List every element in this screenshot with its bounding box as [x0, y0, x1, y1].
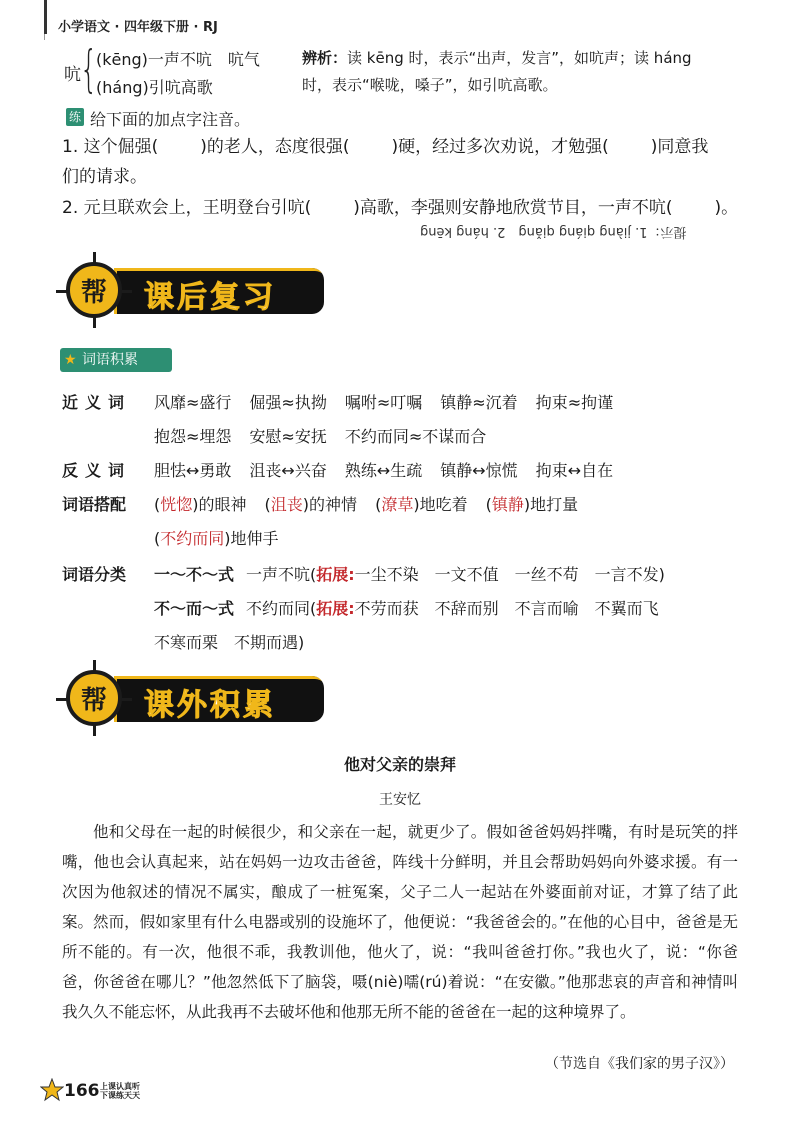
category-row-2: [154, 596, 659, 622]
slogan-line-2: 下课练天天: [100, 1091, 140, 1100]
vocab-tag-label: 词语积累: [82, 352, 138, 368]
synonyms-row-1: [62, 390, 631, 416]
pattern-2-extension-2: 不寒而栗 不期而遇): [154, 633, 305, 652]
collocation-item: (不约而同)地伸手: [154, 529, 279, 548]
collocations-row-2: [154, 526, 297, 552]
collocation-word: 恍惚: [160, 495, 193, 514]
collocation-rest: 的神情: [309, 495, 358, 514]
collocation-rest: 地伸手: [230, 529, 279, 548]
collocation-label: 词语搭配: [62, 495, 127, 514]
antonym-item: 胆怯↔勇敢: [154, 461, 232, 480]
collocation-word: 潦草: [381, 495, 414, 514]
collocation-word: 镇静: [491, 495, 524, 514]
category-row-3: [154, 630, 304, 656]
collocation-item: (潦草)地吃着: [375, 495, 468, 514]
q1-part-d: )同意我: [650, 137, 709, 157]
q1-part-a: 1. 这个倔强(: [62, 137, 159, 157]
synonym-item: 镇静≈沉着: [440, 393, 518, 412]
article-body: 他和父母在一起的时候很少，和父亲在一起，就更少了。假如爸爸妈妈拌嘴，有时是玩笑的拌嘴，他也会认真起来，站在妈妈一边攻击爸爸，阵线十分鲜明，并且会帮助妈妈向外婆求援。有一次因为他叙述的情况不属实，酿成了一桩冤案，父子二人一起站在外婆面前对证，才算了结了此案。然而，假如家里有什么电器或别的设施坏了，他便说：“我爸爸会的。”在他的心目中，爸爸是无所不能的。有一次，他很不乖，我教训他，他火了，说：“我叫爸爸打你。”我也火了，说：“你爸爸，你爸爸在哪儿？”他忽然低下了脑袋，嗫(niè)嚅(rú)着说：“在安徽。”他那悲哀的声音和神情叫我久久不能忘怀，从此我再不去破坏他和他那无所不能的爸爸在一起的这种境界了。: [62, 823, 738, 1021]
analysis-text-2: 时，表示“喉咙，嗓子”，如引吭高歌。: [302, 76, 558, 94]
exercise-badge: 练: [66, 108, 84, 126]
collocation-word: 不约而同: [160, 529, 225, 548]
synonym-item: 不约而同≈不谋而合: [344, 427, 487, 446]
section-banner-review: [66, 266, 326, 320]
question-1: [62, 132, 708, 192]
polyphone-char: 吭: [64, 65, 81, 85]
q2-part-c: )。: [714, 198, 739, 218]
collocation-rest: 的眼神: [198, 495, 247, 514]
slogan-line-1: 上课认真听: [100, 1082, 140, 1091]
q1-part-c: )硬，经过多次劝说，才勉强(: [391, 137, 609, 157]
collocations-row-1: [62, 492, 596, 518]
page-slogan: [100, 1082, 140, 1100]
analysis-label: 辨析：: [302, 49, 348, 67]
antonym-item: 沮丧↔兴奋: [249, 461, 327, 480]
extend-label: 拓展:: [316, 599, 355, 618]
synonym-item: 倔强≈执拗: [249, 393, 327, 412]
pattern-2-example: 不约而同(: [246, 599, 317, 618]
synonym-item: 嘱咐≈叮嘱: [344, 393, 423, 412]
article-source: （节选自《我们家的男子汉》）: [545, 1056, 734, 1072]
article-author: 王安忆: [379, 792, 421, 808]
brace-symbol: {: [80, 40, 98, 98]
section-banner-extra: [66, 674, 326, 728]
collocation-item: (恍惚)的眼神: [154, 495, 247, 514]
pattern-1-extension: 一尘不染 一文不值 一丝不苟 一言不发): [354, 565, 665, 584]
exercise-title: 给下面的加点字注音。: [90, 110, 251, 129]
antonym-item: 熟练↔生疏: [344, 461, 423, 480]
synonym-item: 安慰≈安抚: [249, 427, 327, 446]
section-title: 课后复习: [144, 280, 276, 315]
collocation-rest: 地吃着: [419, 495, 468, 514]
collocation-word: 沮丧: [270, 495, 303, 514]
banner-badge-char: 帮: [80, 278, 107, 308]
polyphone-analysis: [302, 45, 732, 99]
synonym-item: 抱怨≈埋怨: [154, 427, 232, 446]
synonyms-row-2: [154, 424, 504, 450]
antonyms-row: [62, 458, 631, 484]
collocation-rest: 地打量: [530, 495, 579, 514]
page-star-icon: [40, 1078, 64, 1102]
synonym-label: 近义词: [62, 393, 132, 412]
synonym-item: 风靡≈盛行: [154, 393, 232, 412]
antonym-label: 反义词: [62, 461, 132, 480]
pattern-2-extension: 不劳而获 不辞而别 不言而喻 不翼而飞: [354, 599, 659, 618]
banner-badge-char: 帮: [80, 686, 107, 716]
q2-part-a: 2. 元旦联欢会上，王明登台引吭(: [62, 198, 312, 218]
antonym-item: 镇静↔惊慌: [440, 461, 518, 480]
question-2: [62, 193, 738, 223]
pattern-1-example: 一声不吭(: [246, 565, 317, 584]
collocation-item: (镇静)地打量: [485, 495, 579, 514]
header-left-bar: [44, 0, 47, 34]
page-header: 小学语文 · 四年级下册 · RJ: [58, 20, 218, 35]
category-row-1: [62, 562, 665, 588]
polyphone-line-2: (háng)引吭高歌: [96, 78, 213, 97]
header-rule: [44, 34, 45, 40]
synonym-item: 拘束≈拘谨: [535, 393, 614, 412]
q1-part-e: 们的请求。: [62, 167, 147, 187]
polyphone-line-1: (kēng)一声不吭 吭气: [96, 50, 260, 69]
pattern-2: 不～而～式: [154, 599, 235, 618]
star-icon: ★: [64, 352, 77, 368]
section-title: 课外积累: [144, 688, 276, 723]
category-label: 词语分类: [62, 565, 127, 584]
collocation-item: (沮丧)的神情: [264, 495, 358, 514]
vocab-tag: [60, 348, 172, 372]
pattern-1: 一～不～式: [154, 565, 235, 584]
antonym-item: 拘束↔自在: [535, 461, 614, 480]
article-title: 他对父亲的崇拜: [343, 755, 456, 774]
q2-part-b: )高歌，李强则安静地欣赏节目，一声不吭(: [353, 198, 673, 218]
analysis-text-1: 读 kēng 时，表示“出声，发言”，如吭声；读 háng: [347, 49, 692, 67]
page-number: 166: [64, 1081, 100, 1101]
upside-down-hint: 提示：1. jiàng qiáng qiǎng 2. háng kēng: [420, 224, 687, 239]
extend-label: 拓展:: [316, 565, 355, 584]
q1-part-b: )的老人，态度很强(: [200, 137, 350, 157]
